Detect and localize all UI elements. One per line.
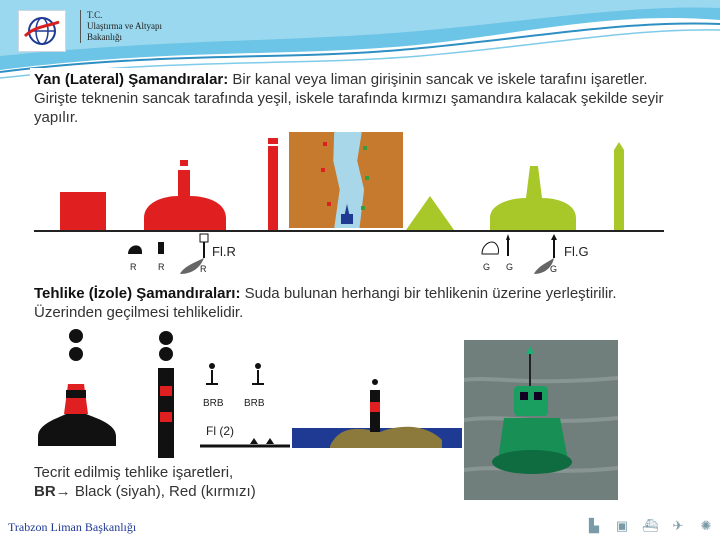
red-spar-conical-buoy [144, 160, 226, 230]
ship-icon: ⛴ [641, 518, 659, 533]
satellite-icon: ✺ [700, 518, 712, 533]
red-letter-3: R [200, 264, 207, 274]
red-letter-1: R [130, 262, 137, 272]
ministry-name [80, 10, 197, 43]
green-buoy-photo [464, 340, 618, 500]
green-flash-label: Fl.G [564, 244, 589, 259]
red-can-buoy [60, 192, 106, 230]
isolated-caption-bold: BR [34, 483, 56, 500]
green-cone-buoy [406, 196, 454, 230]
isolated-symbol-letters-1: BRB [203, 398, 224, 409]
red-flash-label: Fl.R [212, 244, 236, 259]
isolated-symbol-letters-2: BRB [244, 398, 265, 409]
isolated-caption-line-1: Tecrit edilmiş tehlike işaretleri, [34, 464, 234, 481]
globe-logo-icon [23, 14, 61, 48]
header [18, 10, 197, 52]
channel-markers [289, 132, 403, 228]
green-buoy-illustration [464, 340, 618, 500]
channel-chart-image [289, 132, 403, 228]
green-conical-buoy [490, 166, 576, 230]
airplane-icon: ✈ [672, 518, 684, 533]
isolated-danger-pillar-buoy [158, 331, 174, 458]
isolated-title: Tehlike (İzole) Şamandıraları: [34, 285, 241, 302]
isolated-flash-label: Fl (2) [206, 424, 234, 438]
isolated-caption-line-2 [34, 482, 256, 501]
green-letter-1: G [483, 262, 491, 272]
ministry-line-1: T.C. [87, 10, 103, 20]
truck-icon: ▙ [589, 518, 599, 533]
lateral-paragraph [34, 70, 668, 127]
bus-icon: ▣ [615, 518, 629, 533]
red-pillar-buoy [268, 138, 278, 230]
isolated-caption-rest: Black (siyah), Red (kırmızı) [70, 483, 256, 500]
lateral-text: Bir kanal veya liman girişinin sancak ve iskele tarafını işaretler. Girişte teknenin sancak tarafında yeşil, iskele tarafında kırmızı şamandıra kalacak şekilde seyir yapılır. [34, 71, 664, 126]
ministry-line-2: Ulaştırma ve Altyapı [87, 21, 162, 31]
green-letter-3: G [550, 264, 558, 274]
footer-organization: Trabzon Liman Başkanlığı [8, 520, 137, 534]
ministry-line-3: Bakanlığı [87, 32, 122, 42]
red-letter-2: R [158, 262, 165, 272]
footer-transport-icons [586, 518, 714, 534]
isolated-danger-bell-buoy [38, 329, 116, 446]
isolated-text: Suda bulunan herhangi bir tehlikenin üzerine yerleştirilir. Üzerinden geçilmesi tehlikelidir. [34, 285, 617, 321]
slide-content [30, 68, 670, 508]
green-pillar-buoy [614, 142, 624, 230]
lateral-title: Yan (Lateral) Şamandıralar: [34, 71, 229, 88]
ministry-logo [18, 10, 66, 52]
green-letter-2: G [506, 262, 514, 272]
isolated-paragraph [34, 284, 668, 322]
isolated-caption [34, 463, 256, 501]
arrow-right-icon: → [55, 483, 71, 500]
isolated-danger-reef-scene [292, 379, 462, 448]
